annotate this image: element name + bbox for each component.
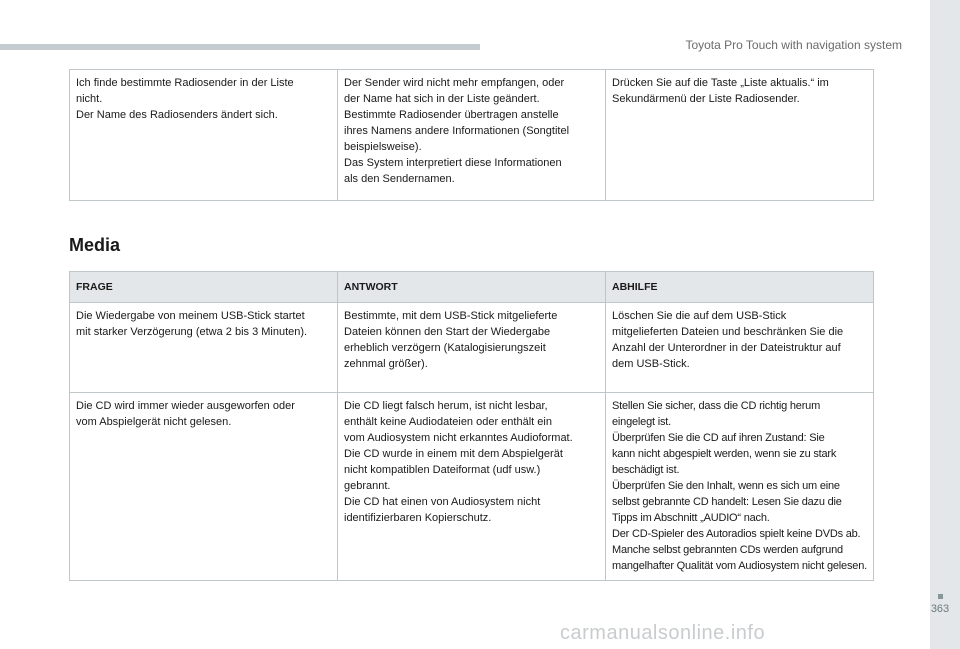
section-title: Media bbox=[69, 235, 121, 255]
page-number: 363 bbox=[930, 603, 950, 615]
table-row bbox=[70, 70, 874, 201]
column-header-frage: FRAGE bbox=[70, 272, 338, 303]
table-row bbox=[70, 303, 874, 393]
column-header-abhilfe: ABHILFE bbox=[606, 272, 874, 303]
page-marker bbox=[938, 594, 943, 599]
media-troubleshooting-table bbox=[69, 271, 874, 581]
solution-cell: Löschen Sie die auf dem USB-Stick mitgelieferten Dateien und beschränken Sie die Anzahl der Unterordner in der Dateistruktur auf dem USB-Stick. bbox=[606, 303, 874, 393]
question-cell: Ich finde bestimmte Radiosender in der Liste nicht. Der Name des Radiosenders ändert sich. bbox=[70, 70, 338, 201]
table-row bbox=[70, 393, 874, 581]
answer-cell: Bestimmte, mit dem USB-Stick mitgelieferte Dateien können den Start der Wiedergabe erheblich verzögern (Katalogisierungszeit zehnmal größer). bbox=[338, 303, 606, 393]
answer-cell: Der Sender wird nicht mehr empfangen, oder der Name hat sich in der Liste geändert. Bestimmte Radiosender übertragen anstelle ihres Namens andere Informationen (Songtitel beispielsweise). Das System interpretiert diese Informationen als den Sendernamen. bbox=[338, 70, 606, 201]
watermark: carmanualsonline.info bbox=[560, 622, 766, 644]
answer-cell: Die CD liegt falsch herum, ist nicht lesbar, enthält keine Audiodateien oder enthält ein vom Audiosystem nicht erkanntes Audioformat. Die CD wurde in einem mit dem Abspielgerät nicht kompatiblen Dateiformat (udf usw.) gebrannt. Die CD hat einen von Audiosystem nicht identifizierbaren Kopierschutz. bbox=[338, 393, 606, 581]
radio-troubleshooting-table bbox=[69, 69, 874, 201]
solution-cell: Stellen Sie sicher, dass die CD richtig herum eingelegt ist. Überprüfen Sie die CD auf ihren Zustand: Sie kann nicht abgespielt werden, wenn sie zu stark beschädigt ist. Überprüfen Sie den Inhalt, wenn es sich um eine selbst gebrannte CD handelt: Lesen Sie dazu die Tipps im Abschnitt „AUDIO“ nach. Der CD-Spieler des Autoradios spielt keine DVDs ab. Manche selbst gebrannten CDs werden aufgrund mangelhafter Qualität vom Audiosystem nicht gelesen. bbox=[606, 393, 874, 581]
side-band bbox=[930, 0, 960, 649]
running-header: Toyota Pro Touch with navigation system bbox=[685, 38, 902, 52]
question-cell: Die Wiedergabe von meinem USB-Stick startet mit starker Verzögerung (etwa 2 bis 3 Minuten). bbox=[70, 303, 338, 393]
question-cell: Die CD wird immer wieder ausgeworfen oder vom Abspielgerät nicht gelesen. bbox=[70, 393, 338, 581]
solution-cell: Drücken Sie auf die Taste „Liste aktualis.“ im Sekundärmenü der Liste Radiosender. bbox=[606, 70, 874, 201]
column-header-antwort: ANTWORT bbox=[338, 272, 606, 303]
table-header-row bbox=[70, 272, 874, 303]
